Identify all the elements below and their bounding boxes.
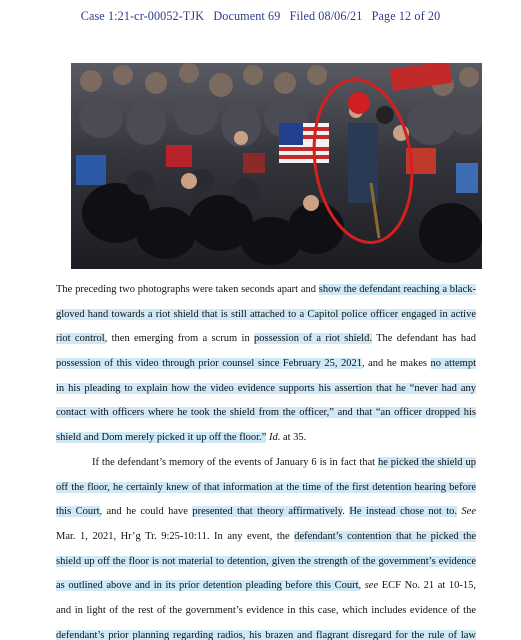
highlighted-text: possession of this video through prior counsel since February 25, 2021: [56, 358, 362, 370]
citation-text: see: [364, 580, 379, 592]
text-line: [56, 599, 476, 624]
text-line: [56, 278, 476, 303]
paragraph-2: [56, 451, 476, 640]
case-header: [0, 9, 521, 24]
highlighted-text: gloved hand towards a riot shield that is still attached to a Capitol police officer engaged in active: [56, 308, 476, 320]
text-span: , and he makes: [361, 358, 431, 370]
highlighted-text: he picked the shield up: [377, 457, 476, 468]
text-span: ,: [358, 580, 365, 592]
highlighted-text: riot control: [56, 333, 105, 345]
highlighted-text: off the floor, he certainly knew of that information at the time of the first detention hearing before: [56, 481, 476, 493]
text-span: .: [342, 506, 350, 518]
citation-text: See: [461, 506, 476, 518]
highlighted-text: shield up off the floor is not material to detention, given the strength of the government’s evidence: [56, 555, 476, 567]
citation-text: Id.: [268, 432, 281, 444]
highlighted-text: this Court: [56, 506, 100, 518]
text-line: [56, 303, 476, 328]
text-line: [56, 525, 476, 550]
filed-date: Filed 08/06/21: [289, 9, 363, 23]
text-line: [56, 426, 476, 451]
text-line: [56, 500, 476, 525]
highlighted-text: as outlined above and in its prior detention pleading before this Court: [56, 580, 359, 592]
text-span: , then emerging from a scrum in: [104, 333, 255, 345]
highlighted-text: contact with officers where he took the shield from the officer,” and that “an officer dropped his: [56, 407, 476, 419]
text-span: ECF No. 21 at 10-15,: [378, 580, 476, 592]
highlighted-text: shield and Dom merely picked it up off the floor.”: [56, 432, 267, 444]
crowd-photo-image: [71, 63, 482, 269]
text-line: [56, 401, 476, 426]
highlighted-text: show the defendant reaching a black-: [318, 284, 477, 295]
text-line: [56, 352, 476, 377]
text-span: , and he could have: [99, 506, 193, 518]
text-line: [56, 451, 476, 476]
text-line: [56, 476, 476, 501]
highlighted-text: in his pleading to explain how the video evidence supports his assertion that he “never had any: [56, 382, 476, 394]
text-line: [56, 550, 476, 575]
highlighted-text: defendant’s contention that he picked the: [294, 531, 476, 543]
highlighted-text: presented that theory affirmatively: [192, 506, 343, 518]
paragraph-1: [56, 278, 476, 451]
highlighted-text: He instead chose not to.: [349, 506, 458, 518]
text-line: [56, 327, 476, 352]
text-span: If the defendant’s memory of the events of January 6 is in fact that: [92, 457, 378, 468]
crowd-photo: [71, 63, 482, 269]
document-number: Document 69: [213, 9, 281, 23]
text-span: at 35.: [280, 432, 307, 444]
page-number: Page 12 of 20: [371, 9, 441, 23]
text-span: and in light of the rest of the government’s evidence in this case, which includes evidence of the: [56, 605, 476, 617]
text-span: The defendant has had: [371, 333, 476, 345]
highlighted-text: defendant’s prior planning regarding radios, his brazen and flagrant disregard for the rule of law: [56, 629, 476, 640]
text-line: [56, 624, 476, 640]
highlighted-text: no attempt: [430, 358, 476, 370]
text-span: Mar. 1, 2021, Hr’g Tr. 9:25-10:11. In any event, the: [56, 531, 295, 543]
text-span: The preceding two photographs were taken seconds apart and: [56, 284, 319, 295]
highlighted-text: possession of a riot shield.: [254, 333, 372, 345]
text-line: [56, 574, 476, 599]
case-number: Case 1:21-cr-00052-TJK: [80, 9, 205, 23]
text-line: [56, 377, 476, 402]
